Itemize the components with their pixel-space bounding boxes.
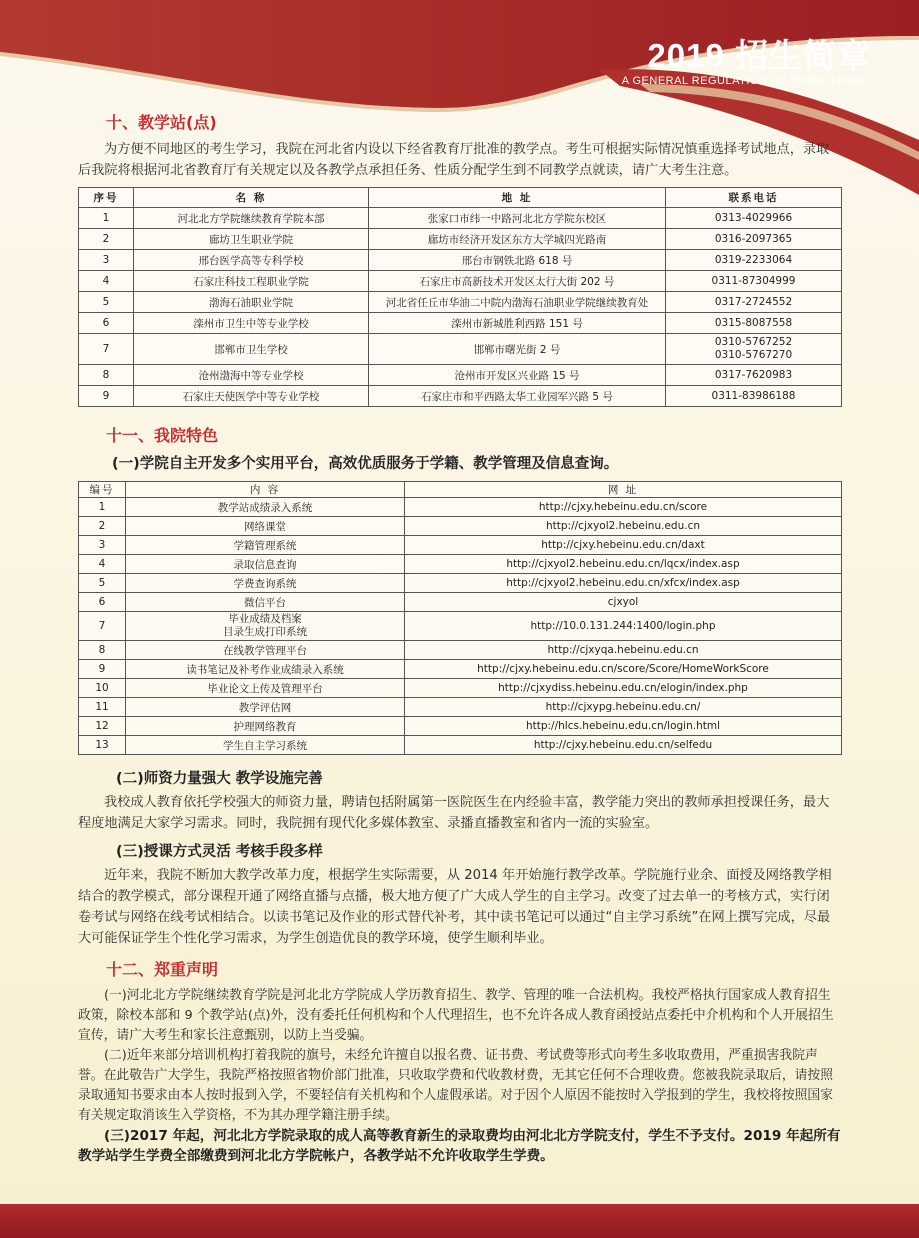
- station-phone-line: 0310-5767252: [714, 336, 793, 348]
- section-11-para3: 近年来，我院不断加大教学改革力度，根据学生实际需要，从 2014 年开始施行教学改革。学院施行业余、面授及网络教学相结合的教学模式，部分课程开通了网络直播与点播，极大地方便了广大成人学生的自主学习。改变了过去单一的考核方式，实行闭卷考试与网络在线考试相结合。以读书笔记及作业的形式替代补考，其中读书笔记可以通过“自主学习系统”在网上撰写完成，尽最大可能保证学生个性化学习需求，为学生创造优良的教学环境，使学生顺利毕业。: [78, 868, 832, 946]
- station-name: 沧州渤海中等专业学校: [134, 365, 369, 386]
- platform-url: http://cjxyqa.hebeinu.edu.cn: [405, 641, 842, 660]
- platform-no: 2: [79, 517, 126, 536]
- station-address: 邢台市钢铁北路 618 号: [369, 250, 666, 271]
- platform-url: http://cjxy.hebeinu.edu.cn/daxt: [405, 536, 842, 555]
- station-phone: 0316-2097365: [666, 229, 842, 250]
- station-no: 8: [79, 365, 134, 386]
- platform-no: 8: [79, 641, 126, 660]
- col-header-name: 名 称: [134, 188, 369, 208]
- table-row: [79, 593, 842, 612]
- platform-no: 5: [79, 574, 126, 593]
- station-no: 6: [79, 313, 134, 334]
- section-10-title: 十、教学站(点): [106, 113, 217, 132]
- table-row: [79, 698, 842, 717]
- station-phone: 0317-7620983: [666, 365, 842, 386]
- station-address: 石家庄市和平西路太华工业园军兴路 5 号: [369, 386, 666, 407]
- table-row: [79, 292, 842, 313]
- station-address: 廊坊市经济开发区东方大学城四光路南: [369, 229, 666, 250]
- table-row: [79, 679, 842, 698]
- table-row: [79, 271, 842, 292]
- table-row: [79, 536, 842, 555]
- platform-url: http://cjxy.hebeinu.edu.cn/score/Score/HomeWorkScore: [405, 660, 842, 679]
- platform-content: 在线教学管理平台: [126, 641, 405, 660]
- table-row: [79, 574, 842, 593]
- section-11-sub3: (三)授课方式灵活 考核手段多样: [116, 844, 323, 860]
- station-name: 邢台医学高等专科学校: [134, 250, 369, 271]
- station-name: 邯郸市卫生学校: [134, 334, 369, 365]
- platform-url: http://cjxy.hebeinu.edu.cn/selfedu: [405, 736, 842, 755]
- col-header-phone: 联系电话: [666, 188, 842, 208]
- platform-no: 13: [79, 736, 126, 755]
- station-phone: 0313-4029966: [666, 208, 842, 229]
- platform-content: 学籍管理系统: [126, 536, 405, 555]
- station-no: 7: [79, 334, 134, 365]
- table-row: [79, 498, 842, 517]
- station-no: 2: [79, 229, 134, 250]
- station-no: 1: [79, 208, 134, 229]
- brand-title: 2019 招生简章: [647, 37, 871, 74]
- platform-no: 3: [79, 536, 126, 555]
- platform-no: 11: [79, 698, 126, 717]
- station-name: 河北北方学院继续教育学院本部: [134, 208, 369, 229]
- section-11-sub2: (二)师资力量强大 教学设施完善: [116, 771, 323, 787]
- section-11-sub1: (一)学院自主开发多个实用平台，高效优质服务于学籍、教学管理及信息查询。: [112, 456, 619, 472]
- platform-url: http://cjxy.hebeinu.edu.cn/score: [405, 498, 842, 517]
- table-row: [79, 334, 842, 365]
- platform-content-line: 目录生成打印系统: [223, 626, 307, 638]
- platform-content: 读书笔记及补考作业成绩录入系统: [126, 660, 405, 679]
- station-address: 邯郸市曙光街 2 号: [369, 334, 666, 365]
- platform-url: http://10.0.131.244:1400/login.php: [405, 612, 842, 641]
- station-address: 张家口市纬一中路河北北方学院东校区: [369, 208, 666, 229]
- col-header-no: 编号: [79, 482, 126, 498]
- table-row: [79, 612, 842, 641]
- table-row: [79, 386, 842, 407]
- platform-content: [126, 612, 405, 641]
- table-row: [79, 660, 842, 679]
- platform-content: 录取信息查询: [126, 555, 405, 574]
- station-name: 滦州市卫生中等专业学校: [134, 313, 369, 334]
- section-12-title: 十二、郑重声明: [106, 960, 219, 979]
- platform-no: 12: [79, 717, 126, 736]
- platform-content: 学生自主学习系统: [126, 736, 405, 755]
- station-no: 9: [79, 386, 134, 407]
- platform-content: 毕业论文上传及管理平台: [126, 679, 405, 698]
- table-row: [79, 229, 842, 250]
- statement-3: (三)2017 年起，河北北方学院录取的成人高等教育新生的录取费均由河北北方学院支付，学生不予支付。2019 年起所有教学站学生学费全部缴费到河北北方学院帐户，各教学站不允许收取学生学费。: [78, 1128, 841, 1164]
- table-row: [79, 736, 842, 755]
- platform-no: 4: [79, 555, 126, 574]
- station-address: 河北省任丘市华油二中院内渤海石油职业学院继续教育处: [369, 292, 666, 313]
- platform-url: http://cjxyol2.hebeinu.edu.cn: [405, 517, 842, 536]
- station-phone: 0311-83986188: [666, 386, 842, 407]
- station-phone: 0311-87304999: [666, 271, 842, 292]
- station-phone: 0317-2724552: [666, 292, 842, 313]
- col-header-no: 序号: [79, 188, 134, 208]
- station-phone: [666, 334, 842, 365]
- platform-no: 10: [79, 679, 126, 698]
- col-header-address: 地 址: [369, 188, 666, 208]
- station-name: 渤海石油职业学院: [134, 292, 369, 313]
- section-10-intro: 为方便不同地区的考生学习，我院在河北省内设以下经省教育厅批准的教学点。考生可根据实际情况慎重选择考试地点，录取后我院将根据河北省教育厅有关规定以及各教学点承担任务、性质分配学生到不同教学点就读，请广大考生注意。: [78, 142, 830, 178]
- station-no: 4: [79, 271, 134, 292]
- station-no: 5: [79, 292, 134, 313]
- station-name: 廊坊卫生职业学院: [134, 229, 369, 250]
- station-name: 石家庄天使医学中等专业学校: [134, 386, 369, 407]
- footer-band: [0, 1204, 919, 1238]
- section-11-para2: 我校成人教育依托学校强大的师资力量，聘请包括附属第一医院医生在内经验丰富，教学能力突出的教师承担授课任务，最大程度地满足大家学习需求。同时，我院拥有现代化多媒体教室、录播直播教室和省内一流的实验室。: [78, 795, 830, 831]
- brand-subtitle: A GENERAL REGULATION OF ENROLLMENT: [621, 75, 871, 87]
- table-row: [79, 517, 842, 536]
- station-address: 石家庄市高新技术开发区太行大街 202 号: [369, 271, 666, 292]
- platform-url: http://cjxyol2.hebeinu.edu.cn/xfcx/index.asp: [405, 574, 842, 593]
- platform-url: http://cjxydiss.hebeinu.edu.cn/elogin/index.php: [405, 679, 842, 698]
- teaching-stations-table: [78, 187, 842, 407]
- platforms-table: [78, 481, 842, 755]
- table-row: [79, 313, 842, 334]
- platform-url: http://hlcs.hebeinu.edu.cn/login.html: [405, 717, 842, 736]
- station-phone: 0319-2233064: [666, 250, 842, 271]
- station-phone-line: 0310-5767270: [714, 349, 793, 361]
- table-row: [79, 208, 842, 229]
- platform-content-line: 毕业成绩及档案: [228, 613, 302, 625]
- platform-content: 教学评估网: [126, 698, 405, 717]
- table-header-row: [79, 188, 842, 208]
- platform-content: 网络课堂: [126, 517, 405, 536]
- station-no: 3: [79, 250, 134, 271]
- table-row: [79, 365, 842, 386]
- station-name: 石家庄科技工程职业学院: [134, 271, 369, 292]
- table-row: [79, 555, 842, 574]
- platform-url: http://cjxypg.hebeinu.edu.cn/: [405, 698, 842, 717]
- station-address: 滦州市新城胜利西路 151 号: [369, 313, 666, 334]
- content: [78, 100, 842, 1166]
- statement-2: (二)近年来部分培训机构打着我院的旗号，未经允许擅自以报名费、证书费、考试费等形式向考生多收取费用，严重损害我院声誉。在此敬告广大学生，我院严格按照省物价部门批准，只收取学费和代收教材费，无其它任何不合理收费。您被我院录取后，请按照录取通知书要求由本人按时报到入学，不要轻信有关机构和个人虚假承诺。对于因个人原因不能按时入学报到的学生，我校将按照国家有关规定取消该生入学资格，不为其办理学籍注册手续。: [78, 1048, 834, 1123]
- station-phone: 0315-8087558: [666, 313, 842, 334]
- platform-content: 护理网络教育: [126, 717, 405, 736]
- platform-url: http://cjxyol2.hebeinu.edu.cn/lqcx/index.asp: [405, 555, 842, 574]
- col-header-url: 网 址: [405, 482, 842, 498]
- platform-no: 9: [79, 660, 126, 679]
- station-address: 沧州市开发区兴业路 15 号: [369, 365, 666, 386]
- section-11-title: 十一、我院特色: [106, 426, 219, 445]
- platform-content: 微信平台: [126, 593, 405, 612]
- platform-content: 学费查询系统: [126, 574, 405, 593]
- platform-no: 1: [79, 498, 126, 517]
- table-row: [79, 717, 842, 736]
- platform-no: 7: [79, 612, 126, 641]
- platform-no: 6: [79, 593, 126, 612]
- platform-url: cjxyol: [405, 593, 842, 612]
- brand-block: [622, 38, 871, 87]
- platform-content: 教学站成绩录入系统: [126, 498, 405, 517]
- table-header-row: [79, 482, 842, 498]
- col-header-content: 内 容: [126, 482, 405, 498]
- table-row: [79, 641, 842, 660]
- statement-1: (一)河北北方学院继续教育学院是河北北方学院成人学历教育招生、教学、管理的唯一合法机构。我校严格执行国家成人教育招生政策，除校本部和 9 个教学站(点)外，没有委托任何机构和个人代理招生，也不允许各成人教育函授站点委托中介机构和个人开展招生宣传，请广大考生和家长注意甄别，以防上当受骗。: [78, 988, 834, 1043]
- table-row: [79, 250, 842, 271]
